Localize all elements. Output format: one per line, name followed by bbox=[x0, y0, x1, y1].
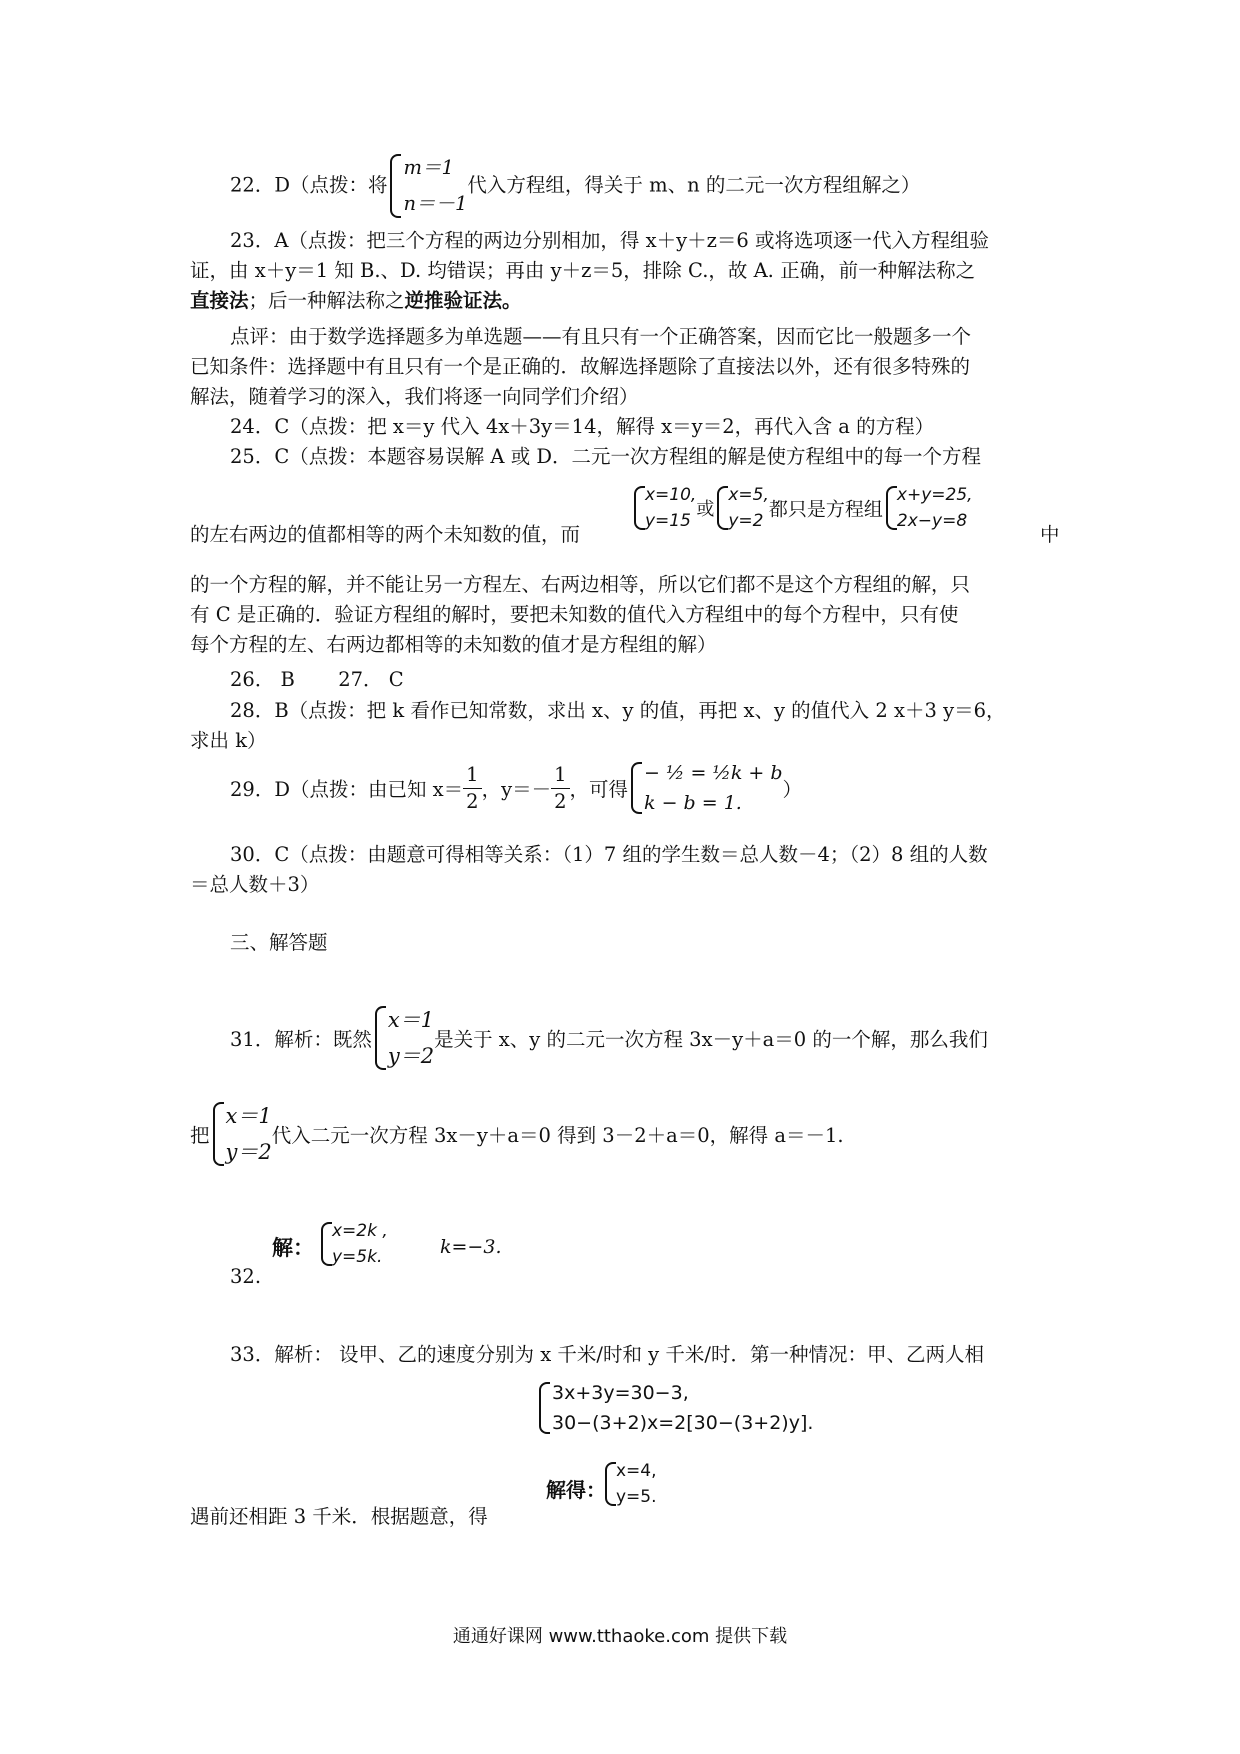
q29-frac1-den: 2 bbox=[466, 789, 479, 813]
section-heading: 三、解答题 bbox=[230, 931, 328, 954]
q29-frac2 bbox=[551, 762, 569, 815]
q25-line3: 的一个方程的解，并不能让另一方程左、右两边相等，所以它们都不是这个方程组的解，只 bbox=[190, 573, 971, 596]
q25-s3-eq1: x+y=25, bbox=[896, 485, 973, 505]
q25-system1 bbox=[631, 482, 696, 534]
q25-s3-eq2: 2x−y=8 bbox=[896, 511, 968, 531]
q25-or: 或 bbox=[696, 499, 715, 520]
q31-line2-prefix: 把 bbox=[190, 1124, 210, 1147]
q29-frac2-den: 2 bbox=[554, 789, 567, 813]
q31-s2-eq2: y＝2 bbox=[225, 1140, 272, 1164]
page-footer: 通通好课网 www.tthaoke.com 提供下载 bbox=[452, 1626, 788, 1647]
q31-s1-eq2: y＝2 bbox=[387, 1044, 435, 1068]
q33-line1: 33．解析： 设甲、乙的速度分别为 x 千米/时和 y 千米/时．第一种情况：甲、乙两人相 bbox=[230, 1343, 984, 1366]
q23-line3-mid: ；后一种解法称之 bbox=[248, 289, 405, 312]
q25-s2-eq2: y=2 bbox=[728, 511, 764, 531]
q31-prefix: 31．解析：既然 bbox=[230, 1028, 372, 1051]
q25-line4: 有 C 是正确的．验证方程组的解时，要把未知数的值代入方程组中的每个方程中，只有使 bbox=[190, 603, 959, 626]
q29-frac1-num: 1 bbox=[463, 762, 481, 789]
q32-system bbox=[318, 1218, 388, 1270]
q31-line1 bbox=[230, 1002, 988, 1074]
q29-mid2: ，可得 bbox=[569, 778, 629, 801]
reverse-verify-term: 逆推验证法。 bbox=[404, 289, 522, 312]
q32-brace bbox=[318, 1218, 388, 1270]
q32-k-value: k=−3. bbox=[440, 1236, 502, 1258]
q33-r1: x=4, bbox=[616, 1461, 657, 1481]
comment-line1: 点评：由于数学选择题多为单选题——有且只有一个正确答案，因而它比一般题多一个 bbox=[230, 325, 972, 348]
q31-system1 bbox=[372, 1002, 434, 1074]
direct-method-term: 直接法 bbox=[190, 289, 249, 312]
q29-prefix: 29．D（点拨：由已知 x＝ bbox=[230, 778, 464, 801]
q32-eq1: x=2k , bbox=[332, 1221, 388, 1241]
q25-line1: 25．C（点拨：本题容易误解 A 或 D．二元一次方程组的解是使方程组中的每一个方程 bbox=[230, 445, 982, 468]
q33-r2: y=5. bbox=[616, 1487, 657, 1507]
q32-jie: 解： bbox=[272, 1235, 314, 1260]
q24-line: 24．C（点拨：把 x＝y 代入 4x＋3y＝14，解得 x＝y＝2，再代入含 a 的方程） bbox=[230, 415, 935, 438]
q23-line1: 23．A（点拨：把三个方程的两边分别相加，得 x＋y＋z＝6 或将选项逐一代入方程组验 bbox=[230, 229, 989, 252]
q33-result bbox=[602, 1458, 657, 1510]
q31-line2-suffix: 代入二元一次方程 3x－y＋a＝0 得到 3－2＋a＝0，解得 a＝－1. bbox=[271, 1124, 844, 1147]
q25-s1-eq1: x=10, bbox=[645, 485, 697, 505]
q22-system bbox=[387, 150, 467, 222]
q33-eq2: 30−(3+2)x=2[30−(3+2)y]. bbox=[552, 1412, 814, 1434]
q25-system3 bbox=[883, 482, 973, 534]
q33-eq1: 3x+3y=30−3, bbox=[552, 1382, 689, 1404]
q23-line3 bbox=[190, 286, 522, 316]
q29-eq2: k − b = 1. bbox=[644, 792, 742, 814]
q29-line bbox=[230, 758, 802, 818]
q25-systems bbox=[631, 482, 973, 534]
q33-brace bbox=[536, 1378, 813, 1438]
q32-number: 32. bbox=[230, 1265, 262, 1288]
q25-s2-eq1: x=5, bbox=[728, 485, 769, 505]
q25-system2 bbox=[714, 482, 769, 534]
q29-system bbox=[628, 758, 782, 818]
q25-end: 中 bbox=[1040, 523, 1060, 546]
q22-eq2: n＝－1 bbox=[403, 192, 468, 215]
q22-prefix: 22．D（点拨：将 bbox=[230, 173, 388, 197]
q31-line2 bbox=[190, 1098, 844, 1170]
q31-s1-eq1: x＝1 bbox=[387, 1008, 435, 1032]
q30-line2: ＝总人数＋3） bbox=[190, 873, 320, 896]
q25-line2: 的左右两边的值都相等的两个未知数的值，而 bbox=[190, 523, 581, 546]
q31-suffix: 是关于 x、y 的二元一次方程 3x－y＋a＝0 的一个解，那么我们 bbox=[434, 1028, 988, 1051]
q28-line1: 28．B（点拨：把 k 看作已知常数，求出 x、y 的值，再把 x、y 的值代入 2 x＋3 y＝6， bbox=[230, 699, 1006, 722]
comment-line2: 已知条件：选择题中有且只有一个是正确的．故解选择题除了直接法以外，还有很多特殊的 bbox=[190, 355, 971, 378]
q29-eq1: − ½ = ½k + b bbox=[644, 762, 783, 784]
q22-eq1: m＝1 bbox=[403, 156, 454, 179]
q22-line bbox=[230, 150, 920, 222]
q33-line2: 遇前还相距 3 千米．根据题意，得 bbox=[190, 1505, 488, 1528]
q23-line2: 证，由 x＋y＝1 知 B.、D. 均错误；再由 y＋z＝5，排除 C.，故 A. 正确，前一种解法称之 bbox=[190, 259, 976, 282]
q22-suffix: 代入方程组，得关于 m、n 的二元一次方程组解之） bbox=[467, 173, 921, 197]
q26-27-line: 26． B 27． C bbox=[230, 668, 404, 691]
q25-mid-text: 都只是方程组 bbox=[768, 498, 883, 521]
q25-s1-eq2: y=15 bbox=[645, 511, 691, 531]
q29-frac2-num: 1 bbox=[551, 762, 569, 789]
q25-line5: 每个方程的左、右两边都相等的未知数的值才是方程组的解） bbox=[190, 633, 717, 656]
q33-result-brace bbox=[602, 1458, 657, 1510]
q32-eq2: y=5k. bbox=[332, 1247, 383, 1267]
q28-line2: 求出 k） bbox=[190, 729, 267, 752]
q29-mid: ，y＝－ bbox=[481, 778, 552, 801]
q31-system2 bbox=[210, 1098, 272, 1170]
q30-line1: 30．C（点拨：由题意可得相等关系：（1）7 组的学生数＝总人数－4；（2）8 组的人数 bbox=[230, 843, 988, 866]
q31-s2-eq1: x＝1 bbox=[225, 1104, 272, 1128]
q33-jie: 解得： bbox=[546, 1478, 606, 1502]
q29-frac1 bbox=[463, 762, 481, 815]
q29-end: ） bbox=[782, 778, 803, 801]
q33-system bbox=[536, 1378, 813, 1438]
comment-line3: 解法，随着学习的深入，我们将逐一向同学们介绍） bbox=[190, 385, 639, 408]
